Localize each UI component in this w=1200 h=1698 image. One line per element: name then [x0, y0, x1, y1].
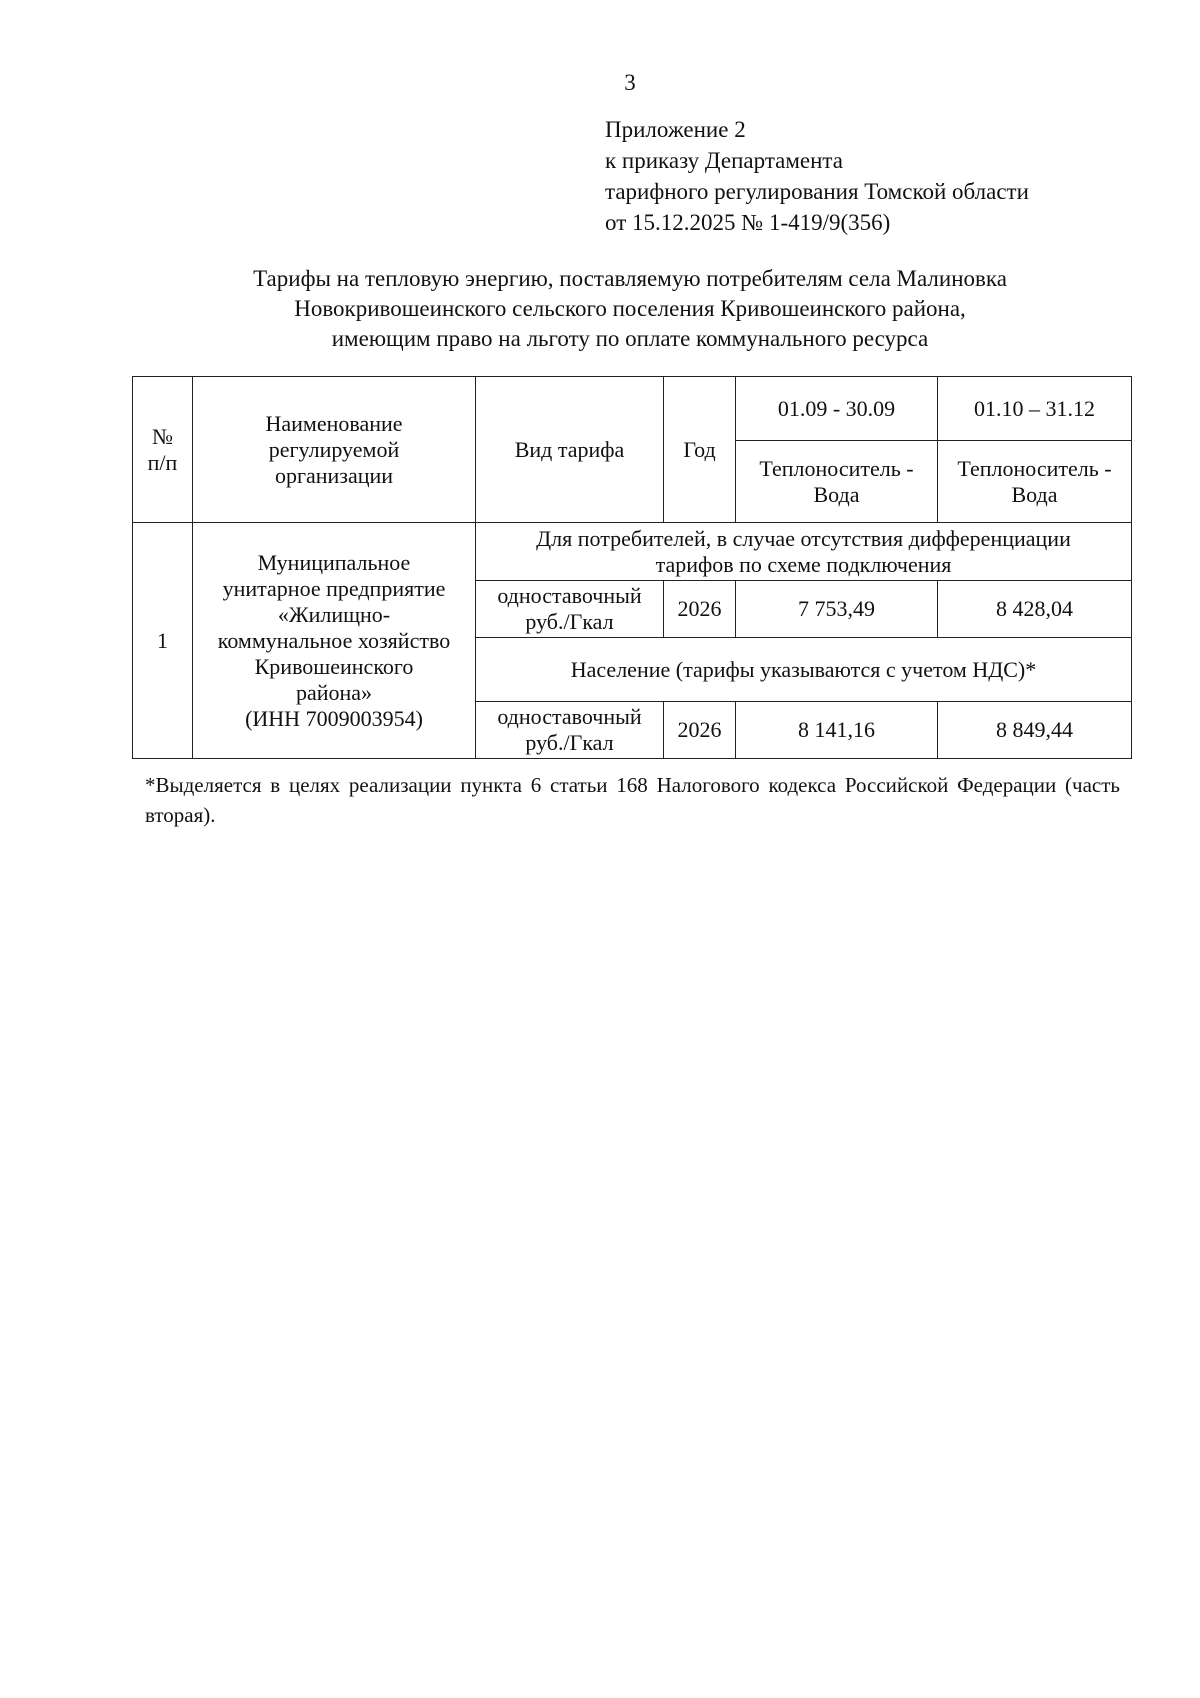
- cell-tariff-type: одноставочный руб./Гкал: [476, 702, 664, 759]
- appendix-line: Приложение 2: [605, 117, 746, 142]
- section-label-general: Для потребителей, в случае отсутствия дифференциации тарифов по схеме подключения: [476, 523, 1132, 581]
- header-cell-carrier-2: Теплоноситель - Вода: [938, 441, 1132, 523]
- footnote: *Выделяется в целях реализации пункта 6 статьи 168 Налогового кодекса Российской Федерации (часть вторая).: [145, 773, 1120, 827]
- document-title: [130, 264, 1130, 354]
- header-cell-carrier-1: Теплоноситель - Вода: [736, 441, 938, 523]
- header-cell-tariff-type: Вид тарифа: [476, 377, 664, 523]
- cell-row-number: 1: [133, 523, 193, 759]
- header-cell-year: Год: [664, 377, 736, 523]
- title-line: Тарифы на тепловую энергию, поставляемую потребителям села Малиновка: [253, 266, 1007, 291]
- tariff-table: [132, 376, 1132, 759]
- cell-value: 8 428,04: [938, 581, 1132, 638]
- appendix-line: к приказу Департамента: [605, 148, 843, 173]
- section-label-population: Население (тарифы указываются с учетом НДС)*: [476, 638, 1132, 702]
- header-cell-period-2: 01.10 – 31.12: [938, 377, 1132, 441]
- appendix-line: от 15.12.2025 № 1-419/9(356): [605, 210, 891, 235]
- page-number: 3: [624, 70, 636, 95]
- header-cell-number: № п/п: [133, 377, 193, 523]
- title-line: имеющим право на льготу по оплате коммунального ресурса: [331, 326, 929, 351]
- appendix-line: тарифного регулирования Томской области: [605, 179, 1029, 204]
- cell-tariff-type: одноставочный руб./Гкал: [476, 581, 664, 638]
- cell-year: 2026: [664, 702, 736, 759]
- cell-value: 7 753,49: [736, 581, 938, 638]
- cell-value: 8 141,16: [736, 702, 938, 759]
- table-row: [133, 523, 1132, 581]
- cell-year: 2026: [664, 581, 736, 638]
- appendix-note: [605, 114, 1029, 238]
- cell-value: 8 849,44: [938, 702, 1132, 759]
- header-cell-period-1: 01.09 - 30.09: [736, 377, 938, 441]
- cell-organization: Муниципальное унитарное предприятие «Жилищно- коммунальное хозяйство Кривошеинского района» (ИНН 7009003954): [193, 523, 476, 759]
- header-cell-organization: Наименование регулируемой организации: [193, 377, 476, 523]
- title-line: Новокривошеинского сельского поселения Кривошеинского района,: [294, 296, 966, 321]
- header-row: [133, 377, 1132, 441]
